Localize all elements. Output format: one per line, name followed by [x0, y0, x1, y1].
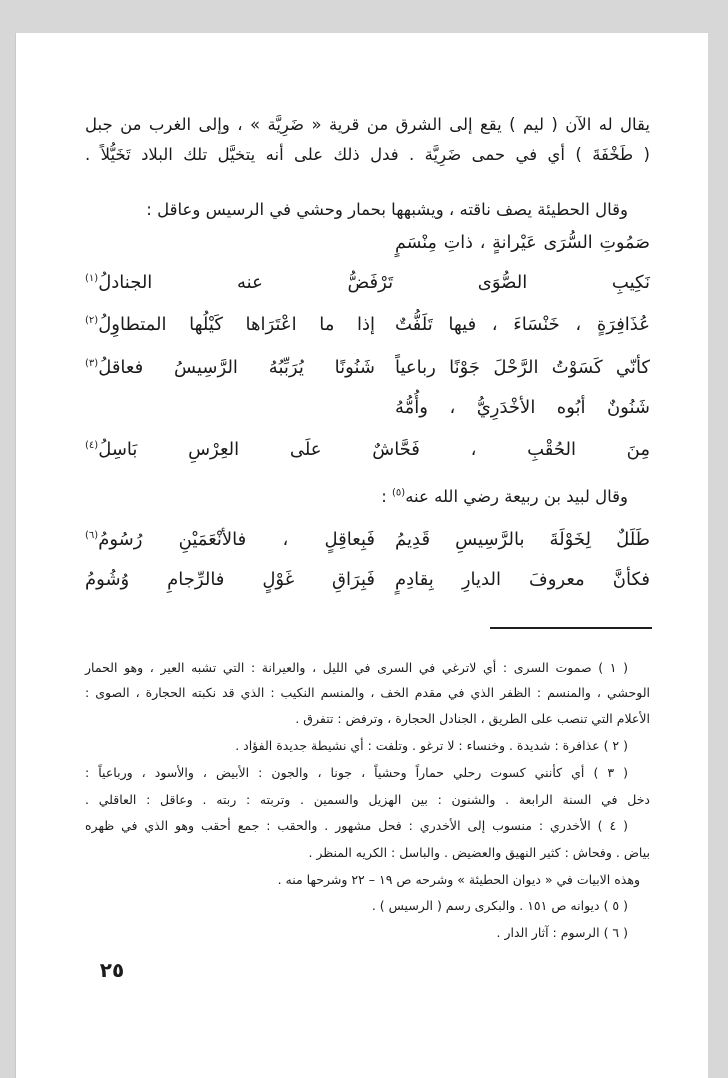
paragraph-line: يقال له الآن ( ليم ) يقع إلى الشرق من قرية « ضَرِيَّة » ، وإلى الغرب من جبل [85, 115, 650, 134]
verse-line [85, 266, 650, 300]
hemistich-text: شَنُونًا يُرَبِّبُهُ الرَّسِيسُ فعاقلُ [98, 357, 375, 378]
footnote-line: بياض . وفحاش : كثير النهيق والعضيض . والباسل : الكريه المنظر . [308, 845, 650, 860]
hemistich-text: إذا ما اعْتَرَاها كَيْلُها المتطاوِلُ [98, 314, 375, 335]
second-hemistich: نَكِيبِ الصُّوَى تَرْفَضُّ عنه الجنادلُ [98, 272, 650, 293]
footnote-line: ( ٢ ) عذافرة : شديدة . وخنساء : لا ترغو . وتلفت : أي نشيطة جديدة الفؤاد . [235, 738, 628, 753]
hemistich-text: فَبِعاقِلٍ ، فالأنْعَمَيْنِ رُسُومُ [98, 529, 375, 550]
second-hemistich: مِنَ الحُقْبِ ، فَحَّاشٌ علَى العِرْسِ بَاسِلُ [98, 439, 650, 460]
footnote-marker: (٢) [85, 315, 99, 326]
footnote-marker: (٦) [85, 530, 99, 541]
footnote-line: ( ٦ ) الرسوم : آثار الدار . [496, 925, 628, 940]
footnote-line: ( ٤ ) الأخدري : منسوب إلى الأخدري : فحل مشهور . والحقب : جمع أحقب وهو الذي في ظهره [85, 818, 628, 833]
verse-line [85, 391, 650, 425]
labid-intro-text: وقال لبيد بن ربيعة رضي الله عنه [405, 487, 628, 506]
labid-intro [85, 482, 650, 512]
page-number: ٢٥ [99, 958, 125, 982]
verse-line [85, 433, 650, 467]
verse-line [85, 351, 650, 385]
verse-line [85, 308, 650, 342]
verse-line [85, 523, 650, 557]
paragraph-line: ( طَخْفَةَ ) أي في حمى ضَرِيَّة . فدل ذلك على أنه يتخيَّل تلك البلاد تَخَيُّلاً . [85, 145, 650, 164]
footnote-marker: (٤) [85, 440, 99, 451]
labid-intro-colon: : [381, 487, 392, 506]
first-hemistich: كأنّي كَسَوْتُ الرَّحْلَ جَوْنًا رباعياً [395, 357, 650, 378]
footnote-separator [490, 627, 652, 629]
first-hemistich: صَمُوتِ السُّرَى عَيْرانةٍ ، ذاتِ مِنْسَمٍ [395, 233, 650, 253]
first-hemistich: فكأنَّ معروفَ الديارِ بِقادِمٍ [395, 569, 650, 590]
footnote-line: ( ٣ ) أي كأنني كسوت رحلي حماراً وحشياً ، جونا ، والجون : الأبيض ، والأسود ، ورباعياً : [85, 765, 628, 780]
verse-line [85, 226, 650, 260]
second-hemistich [85, 308, 375, 342]
footnote-line: دخل في السنة الرابعة . والشنون : بين الهزيل والسمين . وتربته : ربته . وعاقل : العاقلي . [85, 792, 650, 807]
footnote-line: الأعلام التي تنصب على الطريق ، الجنادل الحجارة ، وترفض : تتفرق . [295, 711, 650, 726]
second-hemistich [85, 523, 375, 557]
second-hemistich [85, 351, 375, 385]
second-hemistich: فَبِرَاقِ غَوْلٍ فالرِّجامِ وُشُومُ [85, 569, 375, 590]
footnote-marker: (٣) [85, 358, 99, 369]
footnote-line: ( ٥ ) ديوانه ص ١٥١ . والبكرى رسم ( الرسيس ) . [371, 898, 628, 913]
footnote-marker: (٥) [392, 487, 406, 499]
verse-line [85, 563, 650, 597]
first-hemistich: عُذَافِرَةٍ ، خَنْسَاءَ ، فيها تَلَفُّتٌ [395, 314, 650, 335]
hutaya-intro: وقال الحطيئة يصف ناقته ، ويشبهها بحمار وحشي في الرسيس وعاقل : [146, 200, 628, 219]
first-hemistich: طَلَلٌ لِخَوْلَةَ بالرَّسِيسِ قَدِيمُ [395, 529, 650, 550]
footnote-line: ( ١ ) صموت السرى : أي لاترغي في السرى في الليل ، والعيرانة : التي تشبه العير ، وهو الحمار [85, 660, 628, 675]
footnote-marker: (١) [85, 273, 99, 284]
first-hemistich: شَنُونٌ أبُوه الأخْدَرِيُّ ، وأُمُّهُ [395, 397, 650, 418]
footnote-line: الوحشي ، والمنسم : الظفر الذي في مقدم الخف ، والمنسم النكيب : الذي قد نكبته الحجارة ، الصوى : [85, 685, 650, 700]
footnote-line: وهذه الابيات في « ديوان الحطيئة » وشرحه ص ١٩ – ٢٢ وشرحها منه . [277, 872, 640, 887]
